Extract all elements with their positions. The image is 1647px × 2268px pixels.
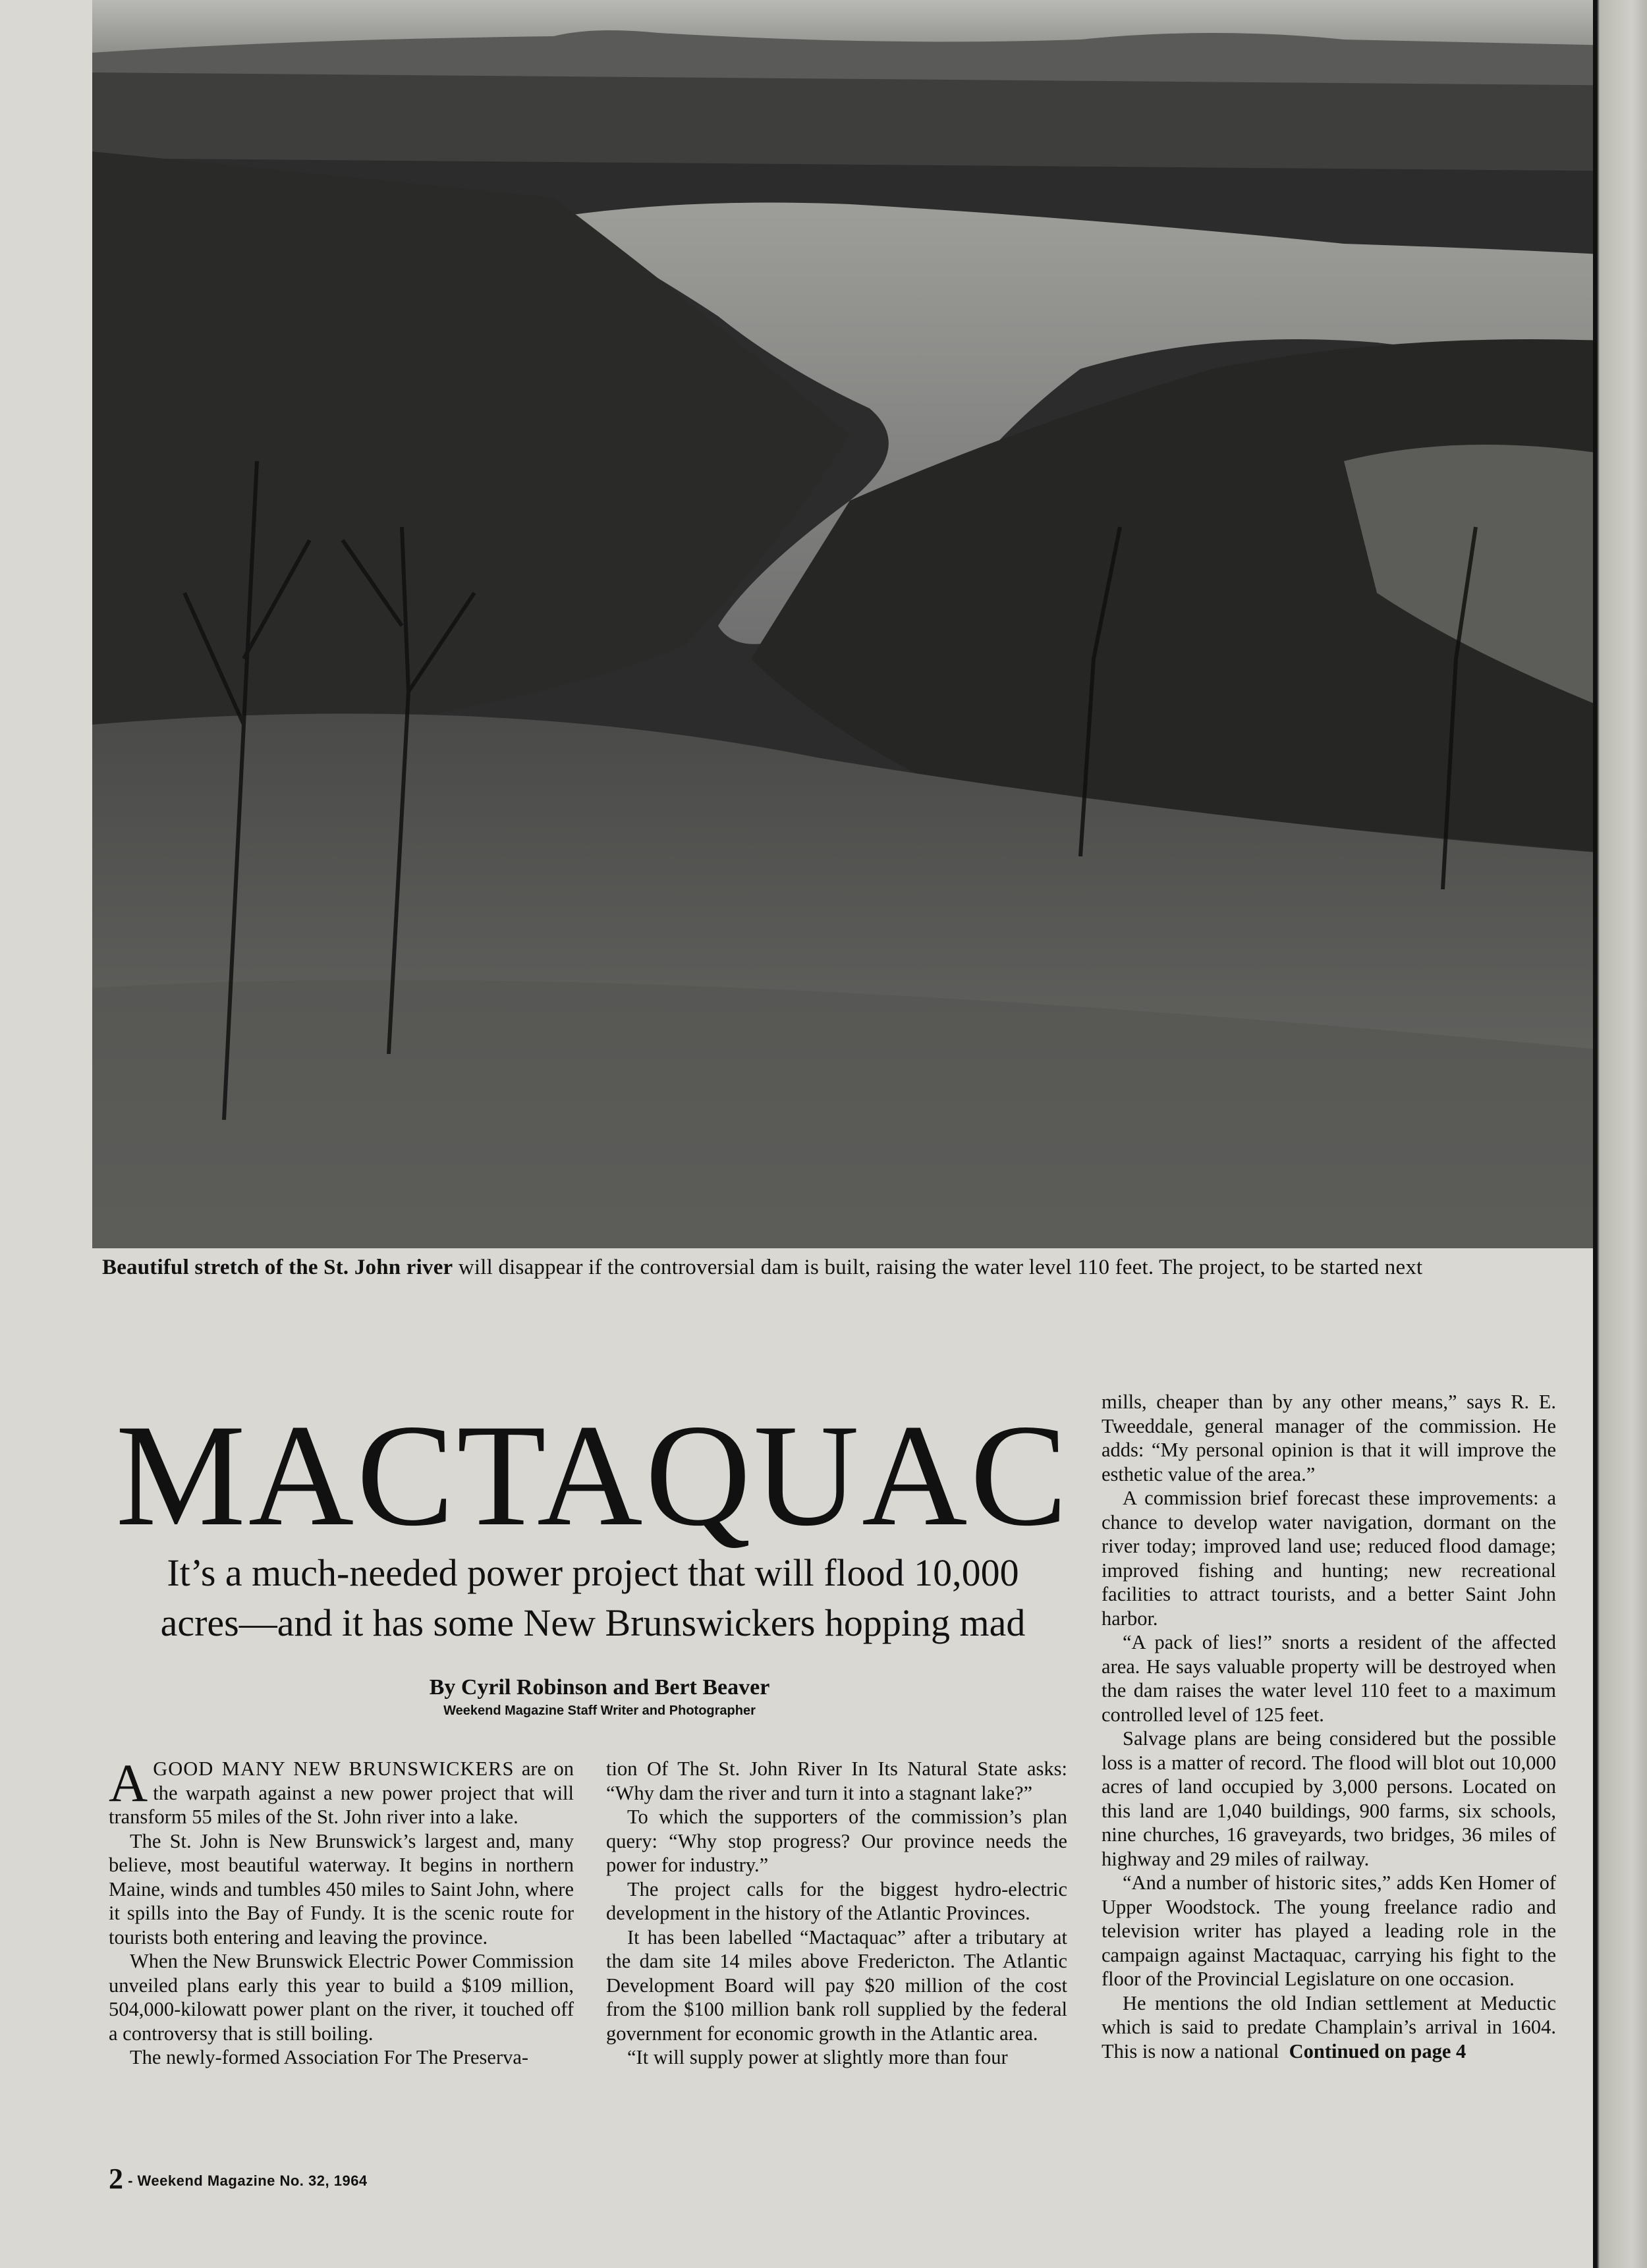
paragraph: When the New Brunswick Electric Power Commission unveiled plans early this year to build a $109 million, 504,000-kilowatt power plant on the river, it touched off a controversy that is still boiling. (109, 1950, 574, 2045)
paragraph: The project calls for the biggest hydro-electric development in the history of the Atlantic Provinces. (606, 1877, 1067, 1924)
page-number: 2 (109, 2163, 124, 2195)
scan-edge (1593, 0, 1647, 2268)
article-column-1 (109, 1753, 574, 2070)
paragraph: It has been labelled “Mactaquac” after a tributary at the dam site 14 miles above Fredericton. The Atlantic Development Board will pay $20 million of the cost from the $100 million bank roll supplied by the federal government for economic growth in the Atlantic area. (606, 1925, 1067, 2045)
byline-credit: Weekend Magazine Staff Writer and Photographer (443, 1703, 756, 1718)
paragraph: To which the supporters of the commission’s plan query: “Why stop progress? Our province needs the power for industry.” (606, 1806, 1067, 1876)
paragraph: mills, cheaper than by any other means,” says R. E. Tweeddale, general manager of the commission. He adds: “My personal opinion is that it will improve the esthetic value of the area.” (1102, 1391, 1556, 1485)
subhead-line-1: It’s a much-needed power project that will flood 10,000 (167, 1551, 1019, 1594)
paragraph (1102, 1991, 1556, 2064)
caption-lead: Beautiful stretch of the St. John river (102, 1256, 453, 1279)
paragraph: “And a number of historic sites,” adds Ken Homer of Upper Woodstock. The young freelance radio and television writer has played a leading role in the campaign against Mactaquac, carrying his fight to the floor of the Provincial Legislature on one occasion. (1102, 1871, 1556, 1990)
paragraph: Salvage plans are being considered but the possible loss is a matter of record. The flood will blot out 10,000 acres of land occupied by 3,000 persons. Located on this land are 1,040 buildings, 900 farms, six schools, nine churches, 16 graveyards, two bridges, 36 miles of highway and 29 miles of railway. (1102, 1727, 1556, 1870)
page-footer (109, 2162, 368, 2196)
river-landscape-photo (92, 0, 1647, 1248)
article-headline: MACTAQUAC (115, 1395, 1071, 1557)
footer-issue: - Weekend Magazine No. 32, 1964 (123, 2172, 368, 2189)
article-column-3 (1102, 1390, 1556, 2063)
article-column-2 (606, 1757, 1067, 2070)
paragraph: A commission brief forecast these improvements: a chance to develop water navigation, dormant on the river today; improved land use; reduced flood damage; improved fishing and hunting; new recreational facilities to attract tourists, and a better Saint John harbor. (1102, 1487, 1556, 1630)
subhead-line-2: acres—and it has some New Brunswickers hopping mad (160, 1601, 1026, 1644)
byline: By Cyril Robinson and Bert Beaver (429, 1675, 770, 1700)
paragraph (109, 1753, 574, 1829)
paragraph-text: He mentions the old Indian settlement at Meductic which is said to predate Champlain’s arrival in 1604. This is now a national (1102, 1991, 1556, 2062)
continued-link[interactable]: Continued on page 4 (1289, 2039, 1466, 2062)
photo-image (92, 0, 1647, 1248)
paragraph: “A pack of lies!” snorts a resident of the affected area. He says valuable property will be destroyed when the dam raises the water level 110 feet to a maximum controlled level of 125 feet. (1102, 1631, 1556, 1726)
lead-in: GOOD MANY NEW BRUNSWICKERS (153, 1757, 515, 1780)
paragraph: “It will supply power at slightly more than four (627, 2046, 1008, 2068)
paragraph: The St. John is New Brunswick’s largest and, many believe, most beautiful waterway. It begins in northern Maine, winds and tumbles 450 miles to Saint John, where it spills into the Bay of Fundy. It is the scenic route for tourists both entering and leaving the province. (109, 1829, 574, 1949)
paragraph-text: are on the warpath against a new power project that will transform 55 miles of the St. John river into a lake. (109, 1757, 574, 1828)
photo-caption (102, 1253, 1584, 1282)
caption-text: will disappear if the controversial dam is built, raising the water level 110 feet. The project, to be started next (453, 1256, 1423, 1279)
paragraph: tion Of The St. John River In Its Natural State asks: “Why dam the river and turn it into a stagnant lake?” (606, 1757, 1067, 1804)
paragraph: The newly-formed Association For The Preserva- (130, 2046, 529, 2068)
drop-cap: A (109, 1753, 148, 1813)
article-subhead (132, 1548, 1054, 1648)
